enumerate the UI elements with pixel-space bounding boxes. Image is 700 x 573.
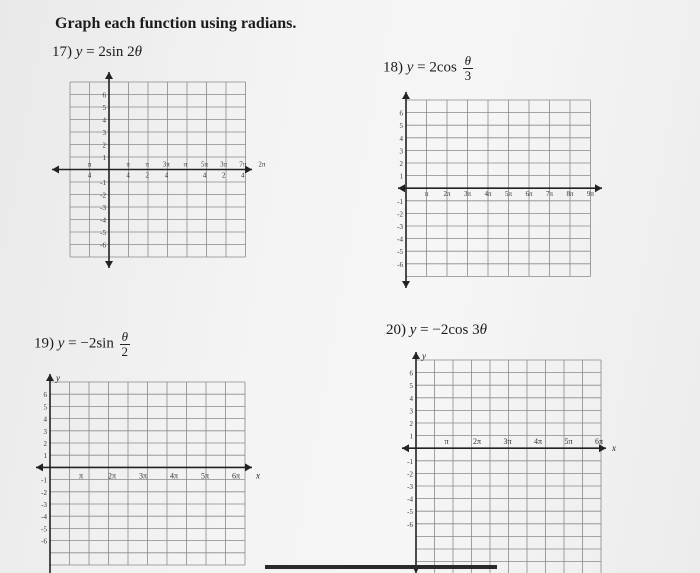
x-tick-label: π <box>78 471 84 481</box>
x-tick-label: 7π <box>239 160 247 169</box>
x-tick-label: 5π <box>564 437 573 447</box>
y-axis-arrow-up <box>402 92 410 99</box>
y-tick-label: 5 <box>102 104 106 112</box>
y-tick-label: 4 <box>102 116 106 125</box>
y-tick-label: -4 <box>100 216 106 225</box>
equation-rhs: = 2sin 2 <box>82 44 135 60</box>
x-tick-label: 2π <box>107 471 117 481</box>
x-axis-arrow-left <box>52 166 59 174</box>
equation-variable: θ <box>479 322 487 338</box>
y-tick-label: -5 <box>41 525 47 534</box>
x-tick-label: 5π <box>200 471 210 481</box>
y-tick-label: -2 <box>100 191 106 200</box>
problem-number: 18) <box>383 59 403 76</box>
y-tick-label: -1 <box>397 197 403 206</box>
y-tick-label: 6 <box>409 369 413 378</box>
x-axis-arrow-right <box>595 184 602 192</box>
y-tick-label: 6 <box>102 91 106 100</box>
equation-variable: θ <box>134 44 143 60</box>
graph-20-grid[interactable] <box>398 348 623 573</box>
y-tick-label: -1 <box>407 457 413 466</box>
y-tick-label: -5 <box>100 229 106 237</box>
x-tick-label: 8π <box>566 190 574 199</box>
y-tick-label: -2 <box>41 488 47 497</box>
x-axis-label: x <box>256 470 260 481</box>
x-tick-label: 2π <box>472 437 482 447</box>
y-tick-label: 3 <box>102 129 106 137</box>
equation-lhs: y <box>57 335 65 352</box>
y-axis-arrow-up <box>105 72 113 79</box>
equation-fraction: $\frac{\theta}{3}$ <box>464 53 472 83</box>
y-tick-label: -6 <box>100 241 106 250</box>
x-tick-label: 5π <box>201 160 209 169</box>
y-tick-label: -4 <box>397 235 403 244</box>
y-axis-label: y <box>422 351 426 361</box>
y-tick-label: -5 <box>407 508 413 517</box>
y-tick-label: 1 <box>409 432 413 441</box>
bottom-edge-bar <box>265 565 497 569</box>
x-tick-label-denominator: 4 <box>202 171 207 180</box>
problem-20-label <box>386 322 487 339</box>
x-tick-label: 3π <box>503 437 512 447</box>
y-tick-label: 5 <box>409 382 413 391</box>
x-axis-arrow-left <box>398 184 405 192</box>
y-tick-label: -4 <box>41 513 47 522</box>
x-tick-label-denominator: 4 <box>87 171 92 180</box>
x-tick-label: 2π <box>443 190 451 199</box>
y-tick-label: -2 <box>407 470 413 479</box>
y-tick-label: -1 <box>41 476 47 485</box>
x-axis-arrow-right <box>245 463 252 471</box>
y-tick-label: 2 <box>399 160 403 168</box>
equation-fraction: $\frac{\theta}{2}$ <box>121 329 129 359</box>
equation-rhs: = −2cos 3 <box>416 322 480 338</box>
y-tick-label: -3 <box>407 483 413 491</box>
problem-number: 20) <box>386 322 406 338</box>
y-tick-label: -5 <box>397 248 403 257</box>
y-tick-label: -4 <box>407 495 413 504</box>
x-tick-label: 6π <box>231 471 241 481</box>
x-tick-label: 6π <box>594 437 604 447</box>
problem-18-label <box>383 54 473 82</box>
equation-lhs: y <box>406 59 414 76</box>
equation-rhs: = −2sin <box>64 335 114 352</box>
problem-number: 17) <box>52 44 72 60</box>
graph-19-grid[interactable] <box>30 370 270 573</box>
y-tick-label: 4 <box>399 134 403 143</box>
x-tick-label: π <box>126 160 130 169</box>
x-tick-label: π <box>424 190 429 199</box>
y-axis-arrow-up <box>46 374 54 381</box>
x-tick-label: 3π <box>162 160 170 169</box>
y-tick-label: -6 <box>41 537 47 546</box>
x-tick-label: 4π <box>484 190 492 199</box>
x-tick-label: 5π <box>504 190 513 199</box>
x-tick-label: 6π <box>525 190 533 199</box>
x-tick-label: 3π <box>220 160 228 169</box>
x-tick-label: π <box>444 437 449 447</box>
y-tick-label: 1 <box>399 172 403 181</box>
graph-17-grid[interactable] <box>50 70 266 270</box>
y-tick-label: 3 <box>409 407 413 416</box>
x-axis-arrow-left <box>402 444 409 452</box>
x-tick-label: 3π <box>463 190 472 199</box>
problem-number: 19) <box>34 335 54 352</box>
y-tick-label: 2 <box>102 141 106 150</box>
equation-lhs: y <box>409 322 417 338</box>
y-tick-label: -3 <box>41 501 47 509</box>
y-tick-label: 5 <box>399 122 403 131</box>
x-tick-label-denominator: 4 <box>126 171 130 180</box>
y-tick-label: -3 <box>100 204 106 212</box>
y-tick-label: 4 <box>409 394 413 403</box>
x-tick-label: 9π <box>586 190 595 199</box>
x-tick-label: 4π <box>169 471 179 481</box>
x-tick-label-denominator: 2 <box>145 171 149 180</box>
y-axis-arrow-down <box>105 261 113 268</box>
y-tick-label: -3 <box>397 223 403 231</box>
x-tick-label: π <box>183 160 188 169</box>
x-tick-label-negative: π <box>87 160 92 169</box>
x-tick-label: 7π <box>545 190 554 199</box>
y-tick-label: 6 <box>43 391 47 400</box>
x-axis-label: x <box>612 443 616 454</box>
y-tick-label: 3 <box>43 427 47 436</box>
y-axis-arrow-down <box>402 281 410 288</box>
problem-17-label <box>52 44 142 61</box>
x-axis-arrow-left <box>36 463 43 471</box>
x-tick-label-denominator: 2 <box>221 171 226 180</box>
y-tick-label: -6 <box>407 520 413 529</box>
y-tick-label: 2 <box>43 440 47 448</box>
x-tick-label-denominator: 4 <box>241 171 245 180</box>
equation-rhs: = 2cos <box>413 59 457 76</box>
graph-18-grid[interactable] <box>394 90 609 290</box>
y-tick-label: 4 <box>43 415 47 424</box>
x-tick-label: 3π <box>138 471 148 481</box>
equation-lhs: y <box>75 44 83 60</box>
page-heading: Graph each function using radians. <box>55 15 297 32</box>
y-axis-label: y <box>56 373 60 383</box>
problem-19-label <box>34 330 130 358</box>
y-axis-arrow-up <box>412 352 420 359</box>
x-tick-label: 4π <box>533 437 543 447</box>
y-tick-label: 2 <box>409 420 413 428</box>
y-tick-label: -6 <box>397 260 403 269</box>
x-tick-label-denominator: 4 <box>164 171 169 180</box>
y-tick-label: 1 <box>43 452 47 461</box>
y-tick-label: -1 <box>100 179 106 187</box>
y-tick-label: -2 <box>397 210 403 219</box>
y-tick-label: 5 <box>43 403 47 412</box>
x-tick-label: 2π <box>258 160 266 169</box>
x-tick-label: π <box>145 160 149 169</box>
y-tick-label: 3 <box>399 147 403 156</box>
y-tick-label: 6 <box>399 109 403 118</box>
y-tick-label: 1 <box>102 154 106 162</box>
